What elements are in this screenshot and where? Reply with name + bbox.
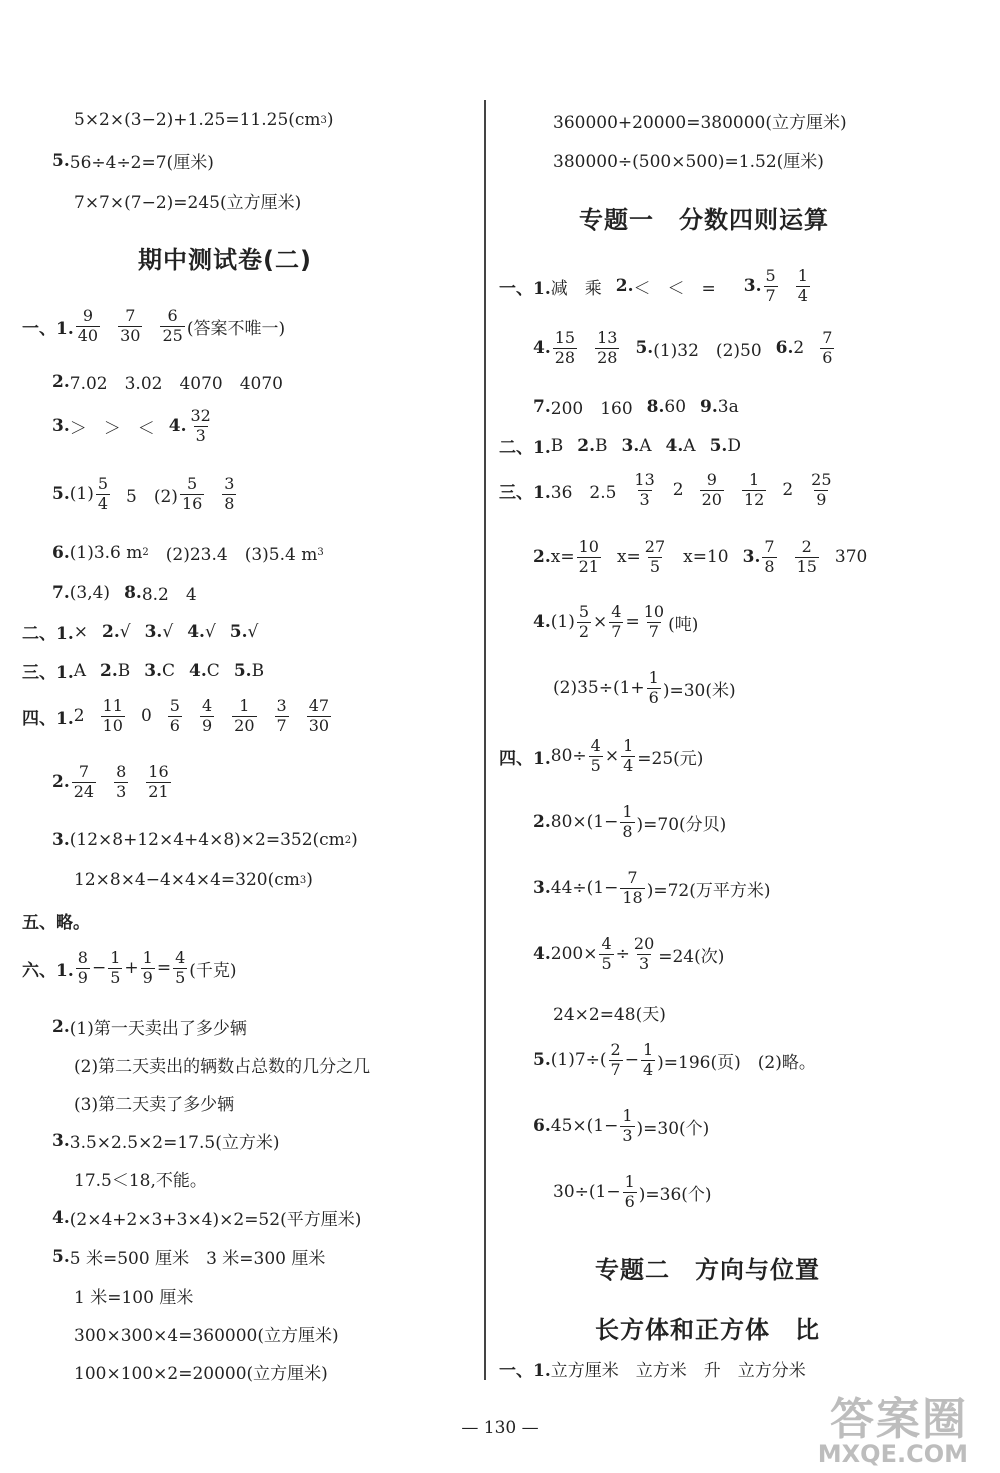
fraction: $\frac{1}{8}$ <box>622 802 633 841</box>
answer-line: (2)35÷(1+ $\frac{1}{6}$ )=30(米) <box>553 668 736 707</box>
answer-line: 五、略。 <box>22 913 90 933</box>
fraction: $\frac{4}{5}$ <box>175 948 186 987</box>
fraction: $\frac{4}{5}$ <box>601 934 612 973</box>
answer-line: 2. x= $\frac{10}{21}$ x= $\frac{27}{5}$ x=10 3. $\frac{7}{8}$ $\frac{2}{15}$ 370 <box>533 537 868 576</box>
fraction: $\frac{9}{40}$ <box>77 306 99 345</box>
fraction: $\frac{7}{30}$ <box>120 306 141 345</box>
answer-line: 4. $\frac{15}{28}$ $\frac{13}{28}$ 5. (1)32 (2)50 6. 2 $\frac{7}{6}$ <box>533 328 833 367</box>
answer-line: (3)第二天卖了多少辆 <box>74 1095 235 1115</box>
answer-line: 4. (2×4+2×3+3×4)×2=52(平方厘米) <box>52 1207 362 1230</box>
fraction: $\frac{7}{8}$ <box>764 537 775 576</box>
fraction: $\frac{1}{4}$ <box>623 736 634 775</box>
fraction: $\frac{16}{21}$ <box>148 762 169 801</box>
answer-line: 2. $\frac{7}{24}$ $\frac{8}{3}$ $\frac{16}{21}$ <box>52 762 169 801</box>
section-heading: 专题二 方向与位置 <box>595 1256 820 1284</box>
answer-line: 2. 7.02 3.02 4070 4070 <box>52 371 283 394</box>
fraction: $\frac{32}{3}$ <box>190 406 211 445</box>
answer-line: 三、1. 36 2.5 $\frac{13}{3}$ 2 $\frac{9}{20}$ $\frac{1}{12}$ 2 $\frac{25}{9}$ <box>499 470 832 509</box>
fraction: $\frac{5}{6}$ <box>169 696 180 735</box>
fraction: $\frac{11}{10}$ <box>102 696 123 735</box>
fraction: $\frac{47}{30}$ <box>308 696 330 735</box>
answer-line: 4. 200× $\frac{4}{5}$ ÷ $\frac{20}{3}$ =24(次) <box>533 934 725 973</box>
right-column <box>487 0 1000 1390</box>
fraction: $\frac{25}{9}$ <box>811 470 832 509</box>
answer-line: 7. 200 160 8. 60 9. 3a <box>533 396 739 419</box>
fraction: $\frac{13}{3}$ <box>634 470 655 509</box>
fraction: $\frac{9}{20}$ <box>701 470 722 509</box>
fraction: $\frac{7}{18}$ <box>622 868 643 907</box>
answer-line: 380000÷(500×500)=1.52(厘米) <box>553 152 824 172</box>
answer-line: 5. (1)7÷( $\frac{2}{7}$ − $\frac{1}{4}$ )=196(页) (2)略。 <box>533 1040 816 1079</box>
fraction: $\frac{7}{6}$ <box>822 328 833 367</box>
answer-line: 6. 45×(1− $\frac{1}{3}$ )=30(个) <box>533 1106 710 1145</box>
fraction: $\frac{2}{7}$ <box>610 1040 621 1079</box>
fraction: $\frac{5}{16}$ <box>181 474 203 513</box>
answer-line: 6. (1)3.6 m 2 (2)23.4 (3)5.4 m 3 <box>52 542 324 565</box>
fraction: $\frac{1}{20}$ <box>234 696 255 735</box>
fraction: $\frac{1}{4}$ <box>797 266 808 305</box>
fraction: $\frac{5}{4}$ <box>97 474 109 513</box>
answer-line: 3. (12×8+12×4+4×8)×2=352(cm 2 ) <box>52 830 358 850</box>
fraction: $\frac{10}{21}$ <box>578 537 599 576</box>
fraction: $\frac{5}{7}$ <box>765 266 776 305</box>
answer-line: 3. 44÷(1− $\frac{7}{18}$ )=72(万平方米) <box>533 868 771 907</box>
answer-line: 三、1. A 2. B 3. C 4. C 5. B <box>22 660 265 683</box>
answer-line: 360000+20000=380000(立方厘米) <box>553 113 847 133</box>
answer-line: 四、1. 80÷ $\frac{4}{5}$ × $\frac{1}{4}$ =25(元) <box>499 736 704 775</box>
section-heading: 专题一 分数四则运算 <box>579 206 829 234</box>
fraction: $\frac{15}{28}$ <box>554 328 576 367</box>
fraction: $\frac{1}{6}$ <box>624 1172 635 1211</box>
fraction: $\frac{10}{7}$ <box>643 602 665 641</box>
answer-line: 四、1. 2 $\frac{11}{10}$ 0 $\frac{5}{6}$ $\frac{4}{9}$ $\frac{1}{20}$ $\frac{3}{7}$ $\frac{47}{30}$ <box>22 696 330 735</box>
answer-line: (2)第二天卖出的辆数占总数的几分之几 <box>74 1057 371 1077</box>
fraction: $\frac{1}{6}$ <box>648 668 659 707</box>
answer-line: 300×300×4=360000(立方厘米) <box>74 1326 339 1346</box>
fraction: $\frac{13}{28}$ <box>597 328 618 367</box>
answer-line: 17.5＜18,不能。 <box>74 1171 207 1191</box>
fraction: $\frac{2}{15}$ <box>796 537 817 576</box>
fraction: $\frac{27}{5}$ <box>644 537 666 576</box>
answer-line: 7. (3,4) 8. 8.2 4 <box>52 582 197 605</box>
fraction: $\frac{5}{2}$ <box>578 602 590 641</box>
fraction: $\frac{3}{7}$ <box>276 696 287 735</box>
answer-line: 3. 3.5×2.5×2=17.5(立方米) <box>52 1130 280 1153</box>
answer-line: 一、1. 减 乘 2. ＜ ＜ = 3. $\frac{5}{7}$ $\frac{1}{4}$ <box>499 266 808 305</box>
answer-line: 3. ＞ ＞ ＜ 4. $\frac{32}{3}$ <box>52 406 211 445</box>
fraction: $\frac{1}{3}$ <box>622 1106 633 1145</box>
fraction: $\frac{1}{12}$ <box>743 470 765 509</box>
fraction: $\frac{6}{25}$ <box>162 306 183 345</box>
fraction: $\frac{1}{5}$ <box>110 948 121 987</box>
fraction: $\frac{4}{9}$ <box>201 696 213 735</box>
answer-line: 六、1. $\frac{8}{9}$ − $\frac{1}{5}$ + $\frac{1}{9}$ = $\frac{4}{5}$ (千克) <box>22 948 237 987</box>
fraction: $\frac{1}{4}$ <box>642 1040 654 1079</box>
left-column <box>0 0 485 1390</box>
answer-line: 4. (1) $\frac{5}{2}$ × $\frac{4}{7}$ = $\frac{10}{7}$ (吨) <box>533 602 699 641</box>
answer-line: 30÷(1− $\frac{1}{6}$ )=36(个) <box>553 1172 712 1211</box>
fraction: $\frac{3}{8}$ <box>224 474 235 513</box>
answer-line: 1 米=100 厘米 <box>74 1288 194 1308</box>
answer-line: 2. (1)第一天卖出了多少辆 <box>52 1016 247 1039</box>
answer-line: 100×100×2=20000(立方厘米) <box>74 1364 328 1384</box>
fraction: $\frac{8}{9}$ <box>77 948 88 987</box>
page-number: — 130 — <box>461 1418 539 1438</box>
answer-line: 二、1. × 2. √ 3. √ 4. √ 5. √ <box>22 621 259 644</box>
watermark-logo: 答案圈 MXQE.COM <box>817 1394 968 1468</box>
section-heading: 期中测试卷(二) <box>138 246 312 274</box>
fraction: $\frac{1}{9}$ <box>142 948 153 987</box>
answer-line: 24×2=48(天) <box>553 1005 666 1025</box>
fraction: $\frac{7}{24}$ <box>73 762 95 801</box>
answer-line: 二、1. B 2. B 3. A 4. A 5. D <box>499 435 741 458</box>
answer-line: 5. (1) $\frac{5}{4}$ 5 (2) $\frac{5}{16}$ $\frac{3}{8}$ <box>52 474 235 513</box>
answer-line: 5. 5 米=500 厘米 3 米=300 厘米 <box>52 1246 326 1269</box>
answer-line: 5. 56÷4÷2=7(厘米) <box>52 150 214 173</box>
fraction: $\frac{8}{3}$ <box>116 762 127 801</box>
answer-line: 12×8×4−4×4×4=320(cm 3 ) <box>74 870 313 890</box>
fraction: $\frac{20}{3}$ <box>633 934 655 973</box>
section-heading: 长方体和正方体 比 <box>595 1316 820 1344</box>
answer-line: 5×2×(3−2)+1.25=11.25(cm 3 ) <box>74 110 334 130</box>
answer-line: 7×7×(7−2)=245(立方厘米) <box>74 193 302 213</box>
answer-line: 2. 80×(1− $\frac{1}{8}$ )=70(分贝) <box>533 802 727 841</box>
fraction: $\frac{4}{7}$ <box>611 602 622 641</box>
answer-line: 一、1. $\frac{9}{40}$ $\frac{7}{30}$ $\frac{6}{25}$ (答案不唯一) <box>22 306 286 345</box>
answer-line: 一、1. 立方厘米 立方米 升 立方分米 <box>499 1361 806 1381</box>
fraction: $\frac{4}{5}$ <box>590 736 601 775</box>
